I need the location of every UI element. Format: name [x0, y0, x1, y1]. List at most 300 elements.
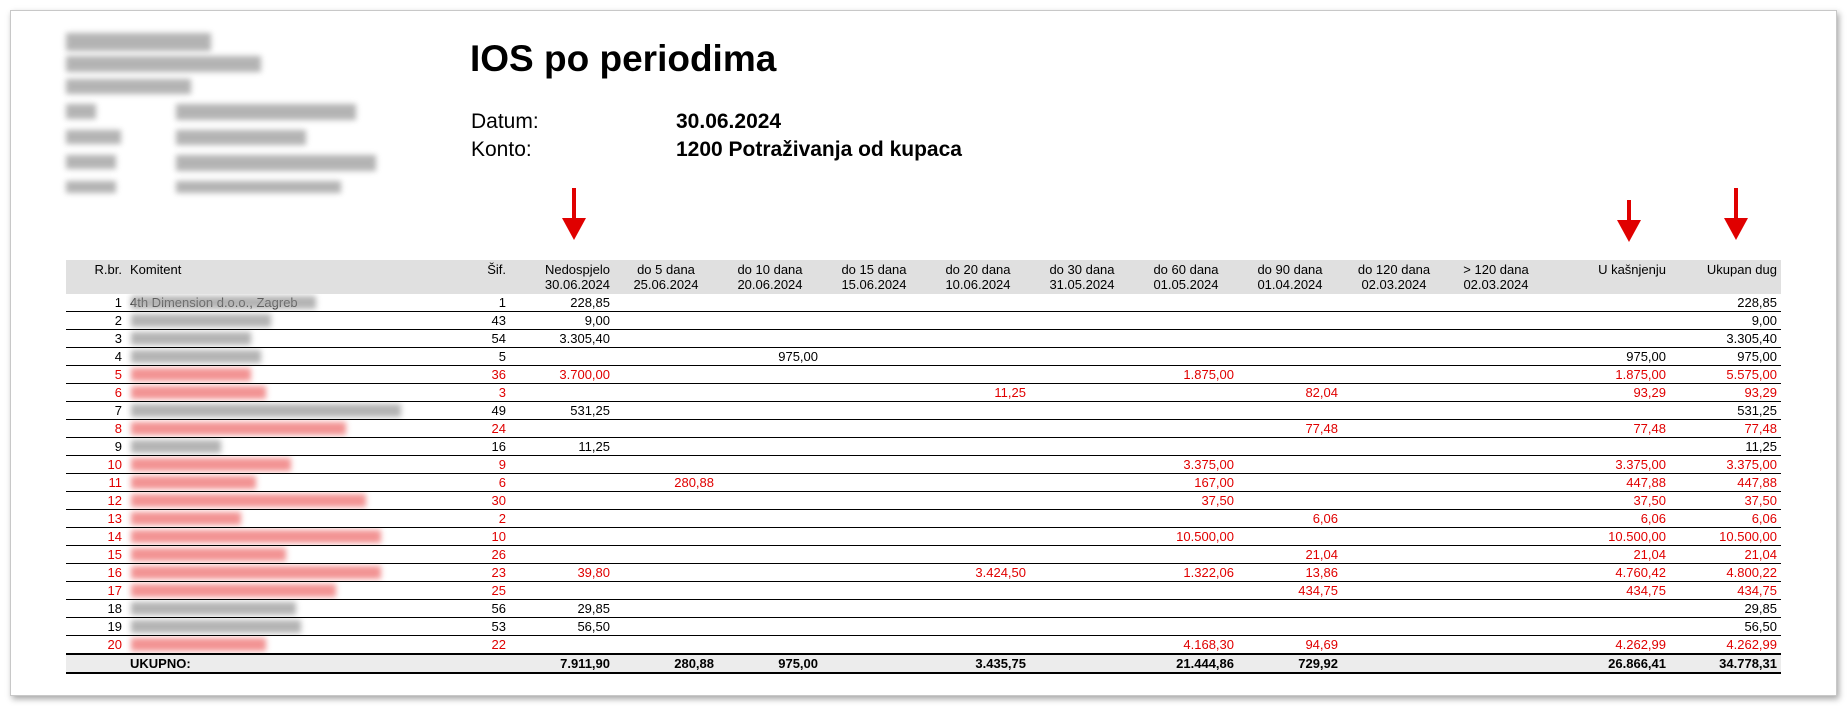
column-header-date: 30.06.2024 [544, 277, 610, 292]
amount-cell [822, 348, 926, 366]
customer-name [126, 510, 456, 528]
amount-cell: 11,25 [926, 384, 1030, 402]
total-amount: 21.444,86 [1134, 654, 1238, 673]
amount-cell [1342, 456, 1446, 474]
customer-code: 6 [456, 474, 510, 492]
amount-cell [926, 420, 1030, 438]
overdue-amount: 6,06 [1546, 510, 1670, 528]
amount-cell [614, 330, 718, 348]
customer-code: 16 [456, 438, 510, 456]
amount-cell [1446, 384, 1546, 402]
amount-cell [718, 510, 822, 528]
customer-name [126, 366, 456, 384]
table-header-row [66, 260, 1781, 294]
column-header-label: do 30 dana [1049, 262, 1115, 277]
total-debt-sum: 34.778,31 [1670, 654, 1781, 673]
amount-cell [926, 492, 1030, 510]
amount-cell [614, 600, 718, 618]
amount-cell [822, 636, 926, 655]
amount-cell [510, 492, 614, 510]
totals-spacer [456, 654, 510, 673]
overdue-amount: 37,50 [1546, 492, 1670, 510]
total-amount [1342, 654, 1446, 673]
row-number: 1 [66, 294, 126, 312]
column-header-label: R.br. [94, 262, 122, 277]
amount-cell: 1.322,06 [1134, 564, 1238, 582]
amount-cell [1446, 456, 1546, 474]
redacted-company-info [66, 181, 116, 193]
table-row [66, 582, 1781, 600]
amount-cell [1030, 312, 1134, 330]
amount-cell [718, 312, 822, 330]
total-debt: 228,85 [1670, 294, 1781, 312]
row-number: 18 [66, 600, 126, 618]
column-header-date: 20.06.2024 [737, 277, 803, 292]
table-body [66, 294, 1781, 673]
amount-cell [510, 528, 614, 546]
amount-cell [1134, 330, 1238, 348]
customer-code: 53 [456, 618, 510, 636]
amount-cell: 29,85 [510, 600, 614, 618]
amount-cell [1342, 510, 1446, 528]
amount-cell [926, 510, 1030, 528]
column-header-label: do 15 dana [841, 262, 907, 277]
table-row [66, 312, 1781, 330]
amount-cell [510, 456, 614, 474]
customer-code: 10 [456, 528, 510, 546]
table-row [66, 474, 1781, 492]
amount-cell: 21,04 [1238, 546, 1342, 564]
total-debt: 93,29 [1670, 384, 1781, 402]
amount-cell [510, 510, 614, 528]
customer-name [126, 312, 456, 330]
amount-cell [1134, 510, 1238, 528]
overdue-amount [1546, 294, 1670, 312]
table-row [66, 348, 1781, 366]
amount-cell [1238, 600, 1342, 618]
table-row [66, 438, 1781, 456]
amount-cell [1446, 636, 1546, 655]
table-row [66, 492, 1781, 510]
amount-cell [1446, 438, 1546, 456]
amount-cell: 228,85 [510, 294, 614, 312]
amount-cell [718, 546, 822, 564]
amount-cell [1030, 294, 1134, 312]
redacted-customer-name [131, 458, 291, 471]
redacted-customer-name [131, 404, 401, 417]
amount-cell [1342, 384, 1446, 402]
amount-cell [1238, 438, 1342, 456]
amount-cell [1342, 366, 1446, 384]
account-value: 1200 Potraživanja od kupaca [676, 138, 962, 161]
redacted-customer-name [131, 494, 366, 507]
amount-cell [822, 564, 926, 582]
customer-name [126, 330, 456, 348]
overdue-amount: 447,88 [1546, 474, 1670, 492]
amount-cell: 167,00 [1134, 474, 1238, 492]
customer-name [126, 348, 456, 366]
amount-cell [614, 456, 718, 474]
customer-code: 9 [456, 456, 510, 474]
amount-cell [1030, 402, 1134, 420]
amount-cell: 10.500,00 [1134, 528, 1238, 546]
total-overdue: 26.866,41 [1546, 654, 1670, 673]
row-number: 6 [66, 384, 126, 402]
date-value: 30.06.2024 [676, 110, 782, 133]
table-row [66, 294, 1781, 312]
amount-cell [1030, 348, 1134, 366]
customer-name [126, 618, 456, 636]
amount-cell: 1.875,00 [1134, 366, 1238, 384]
customer-name [126, 474, 456, 492]
amount-cell: 9,00 [510, 312, 614, 330]
overdue-amount [1546, 312, 1670, 330]
redacted-company-info [66, 33, 211, 51]
amount-cell [510, 636, 614, 655]
table-row [66, 366, 1781, 384]
amount-cell [1342, 294, 1446, 312]
amount-cell [1238, 348, 1342, 366]
column-header [1446, 260, 1546, 294]
amount-cell [822, 330, 926, 348]
amount-cell [1446, 528, 1546, 546]
column-header [1670, 260, 1781, 294]
amount-cell [1342, 582, 1446, 600]
amount-cell [822, 582, 926, 600]
total-amount [1446, 654, 1546, 673]
customer-name [126, 564, 456, 582]
redacted-company-info [176, 130, 306, 145]
amount-cell: 3.375,00 [1134, 456, 1238, 474]
total-debt: 6,06 [1670, 510, 1781, 528]
amount-cell [1030, 636, 1134, 655]
amount-cell: 280,88 [614, 474, 718, 492]
overdue-amount: 93,29 [1546, 384, 1670, 402]
amount-cell [1030, 438, 1134, 456]
amount-cell [926, 366, 1030, 384]
amount-cell: 3.305,40 [510, 330, 614, 348]
amount-cell: 975,00 [718, 348, 822, 366]
total-debt: 434,75 [1670, 582, 1781, 600]
column-header-date: 01.04.2024 [1257, 277, 1323, 292]
overdue-amount: 434,75 [1546, 582, 1670, 600]
aging-report-table [66, 260, 1781, 674]
customer-code: 30 [456, 492, 510, 510]
amount-cell [1238, 618, 1342, 636]
amount-cell [822, 312, 926, 330]
amount-cell [1238, 330, 1342, 348]
redacted-customer-name [131, 350, 261, 363]
column-header-date: 31.05.2024 [1049, 277, 1115, 292]
customer-code: 23 [456, 564, 510, 582]
amount-cell [822, 492, 926, 510]
amount-cell [1134, 618, 1238, 636]
amount-cell [1238, 492, 1342, 510]
redacted-company-info [176, 104, 356, 120]
amount-cell [614, 348, 718, 366]
column-header-label: do 120 dana [1357, 262, 1431, 277]
amount-cell: 11,25 [510, 438, 614, 456]
total-debt: 4.800,22 [1670, 564, 1781, 582]
row-number: 16 [66, 564, 126, 582]
column-header [926, 260, 1030, 294]
amount-cell [510, 582, 614, 600]
amount-cell: 531,25 [510, 402, 614, 420]
column-header-label: do 20 dana [945, 262, 1011, 277]
amount-cell [822, 402, 926, 420]
redacted-customer-name [131, 422, 346, 435]
overdue-amount: 4.760,42 [1546, 564, 1670, 582]
row-number: 7 [66, 402, 126, 420]
customer-name [126, 492, 456, 510]
overdue-amount: 77,48 [1546, 420, 1670, 438]
column-header [66, 260, 126, 294]
customer-name [126, 402, 456, 420]
amount-cell [718, 492, 822, 510]
amount-cell [1446, 510, 1546, 528]
column-header [614, 260, 718, 294]
totals-row [66, 654, 1781, 673]
amount-cell: 94,69 [1238, 636, 1342, 655]
amount-cell: 56,50 [510, 618, 614, 636]
redacted-company-info [176, 181, 341, 193]
amount-cell: 3.424,50 [926, 564, 1030, 582]
column-header-label: Ukupan dug [1706, 262, 1777, 277]
table-row [66, 636, 1781, 655]
amount-cell [614, 510, 718, 528]
amount-cell [926, 312, 1030, 330]
overdue-amount: 4.262,99 [1546, 636, 1670, 655]
customer-name [126, 528, 456, 546]
amount-cell [926, 618, 1030, 636]
amount-cell [718, 456, 822, 474]
amount-cell [822, 474, 926, 492]
amount-cell [1342, 348, 1446, 366]
amount-cell [718, 384, 822, 402]
table-row [66, 564, 1781, 582]
amount-cell [822, 384, 926, 402]
row-number: 20 [66, 636, 126, 655]
redacted-customer-name [131, 296, 316, 309]
column-header-label: U kašnjenju [1598, 262, 1666, 277]
amount-cell: 39,80 [510, 564, 614, 582]
row-number: 8 [66, 420, 126, 438]
column-header-label: do 10 dana [737, 262, 803, 277]
row-number: 5 [66, 366, 126, 384]
amount-cell [1446, 294, 1546, 312]
amount-cell [1342, 474, 1446, 492]
column-header-label: Nedospjelo [544, 262, 610, 277]
amount-cell [1342, 600, 1446, 618]
amount-cell [1446, 492, 1546, 510]
amount-cell [718, 528, 822, 546]
total-debt: 447,88 [1670, 474, 1781, 492]
table-row [66, 384, 1781, 402]
redacted-company-info [66, 155, 116, 169]
column-header-date: 15.06.2024 [841, 277, 907, 292]
amount-cell [1342, 546, 1446, 564]
column-header [1546, 260, 1670, 294]
overdue-amount [1546, 618, 1670, 636]
amount-cell [926, 348, 1030, 366]
total-amount: 3.435,75 [926, 654, 1030, 673]
customer-name [126, 636, 456, 655]
account-label: Konto: [471, 138, 532, 161]
amount-cell [614, 636, 718, 655]
overdue-amount: 21,04 [1546, 546, 1670, 564]
amount-cell: 37,50 [1134, 492, 1238, 510]
amount-cell [822, 420, 926, 438]
amount-cell [614, 402, 718, 420]
total-debt: 11,25 [1670, 438, 1781, 456]
total-debt: 531,25 [1670, 402, 1781, 420]
amount-cell [822, 510, 926, 528]
amount-cell [1446, 348, 1546, 366]
amount-cell [926, 456, 1030, 474]
amount-cell [718, 618, 822, 636]
amount-cell [1446, 366, 1546, 384]
total-debt: 21,04 [1670, 546, 1781, 564]
amount-cell [614, 492, 718, 510]
column-header [510, 260, 614, 294]
amount-cell [1342, 492, 1446, 510]
row-number: 12 [66, 492, 126, 510]
amount-cell [1030, 474, 1134, 492]
redacted-customer-name [131, 566, 381, 579]
customer-code: 22 [456, 636, 510, 655]
amount-cell [718, 474, 822, 492]
amount-cell [926, 528, 1030, 546]
column-header [1134, 260, 1238, 294]
overdue-amount: 3.375,00 [1546, 456, 1670, 474]
amount-cell [510, 348, 614, 366]
column-header-date: 02.03.2024 [1361, 277, 1427, 292]
redacted-customer-name [131, 386, 266, 399]
amount-cell [1342, 330, 1446, 348]
row-number: 10 [66, 456, 126, 474]
amount-cell [510, 546, 614, 564]
total-debt: 975,00 [1670, 348, 1781, 366]
customer-code: 5 [456, 348, 510, 366]
column-header [1238, 260, 1342, 294]
amount-cell [822, 366, 926, 384]
amount-cell [926, 330, 1030, 348]
column-header [456, 260, 510, 294]
redacted-company-info [66, 79, 191, 94]
amount-cell [822, 618, 926, 636]
amount-cell [1238, 366, 1342, 384]
amount-cell [926, 636, 1030, 655]
row-number: 4 [66, 348, 126, 366]
column-header-date: 02.03.2024 [1463, 277, 1529, 292]
total-debt: 4.262,99 [1670, 636, 1781, 655]
row-number: 15 [66, 546, 126, 564]
amount-cell [1238, 402, 1342, 420]
customer-code: 43 [456, 312, 510, 330]
customer-name [126, 456, 456, 474]
column-header-date: 01.05.2024 [1153, 277, 1219, 292]
amount-cell [822, 528, 926, 546]
amount-cell: 4.168,30 [1134, 636, 1238, 655]
amount-cell [614, 618, 718, 636]
column-header-label: do 90 dana [1257, 262, 1323, 277]
amount-cell [614, 366, 718, 384]
customer-code: 54 [456, 330, 510, 348]
total-debt: 56,50 [1670, 618, 1781, 636]
customer-code: 36 [456, 366, 510, 384]
redacted-company-info [176, 155, 376, 171]
redacted-company-info [66, 130, 121, 144]
redacted-customer-name [131, 368, 251, 381]
redacted-customer-name [131, 512, 241, 525]
amount-cell [1446, 330, 1546, 348]
redacted-customer-name [131, 584, 336, 597]
customer-code: 26 [456, 546, 510, 564]
amount-cell [1030, 420, 1134, 438]
column-header-date: 10.06.2024 [945, 277, 1011, 292]
amount-cell [822, 456, 926, 474]
amount-cell [1238, 294, 1342, 312]
row-number: 3 [66, 330, 126, 348]
amount-cell [1030, 600, 1134, 618]
total-amount: 729,92 [1238, 654, 1342, 673]
amount-cell: 82,04 [1238, 384, 1342, 402]
amount-cell [718, 294, 822, 312]
amount-cell: 77,48 [1238, 420, 1342, 438]
amount-cell [1134, 402, 1238, 420]
amount-cell [614, 420, 718, 438]
amount-cell [1342, 564, 1446, 582]
amount-cell [822, 600, 926, 618]
column-header [1030, 260, 1134, 294]
overdue-amount [1546, 330, 1670, 348]
customer-name [126, 582, 456, 600]
amount-cell [1238, 474, 1342, 492]
column-header [718, 260, 822, 294]
amount-cell [1342, 636, 1446, 655]
amount-cell [1342, 312, 1446, 330]
redacted-customer-name [131, 620, 301, 633]
total-amount: 975,00 [718, 654, 822, 673]
redacted-customer-name [131, 638, 266, 651]
totals-spacer [66, 654, 126, 673]
amount-cell [510, 384, 614, 402]
amount-cell [1030, 564, 1134, 582]
row-number: 14 [66, 528, 126, 546]
amount-cell [614, 384, 718, 402]
amount-cell [718, 564, 822, 582]
customer-code: 24 [456, 420, 510, 438]
overdue-amount: 975,00 [1546, 348, 1670, 366]
amount-cell [1446, 582, 1546, 600]
overdue-amount [1546, 402, 1670, 420]
amount-cell [1030, 492, 1134, 510]
amount-cell [926, 582, 1030, 600]
customer-name [126, 420, 456, 438]
table-row [66, 600, 1781, 618]
redacted-customer-name [131, 440, 221, 453]
amount-cell [1030, 528, 1134, 546]
amount-cell [1134, 294, 1238, 312]
total-debt: 5.575,00 [1670, 366, 1781, 384]
amount-cell [1342, 618, 1446, 636]
amount-cell [1030, 618, 1134, 636]
total-debt: 77,48 [1670, 420, 1781, 438]
total-debt: 10.500,00 [1670, 528, 1781, 546]
customer-name [126, 384, 456, 402]
total-debt: 3.305,40 [1670, 330, 1781, 348]
amount-cell [614, 438, 718, 456]
